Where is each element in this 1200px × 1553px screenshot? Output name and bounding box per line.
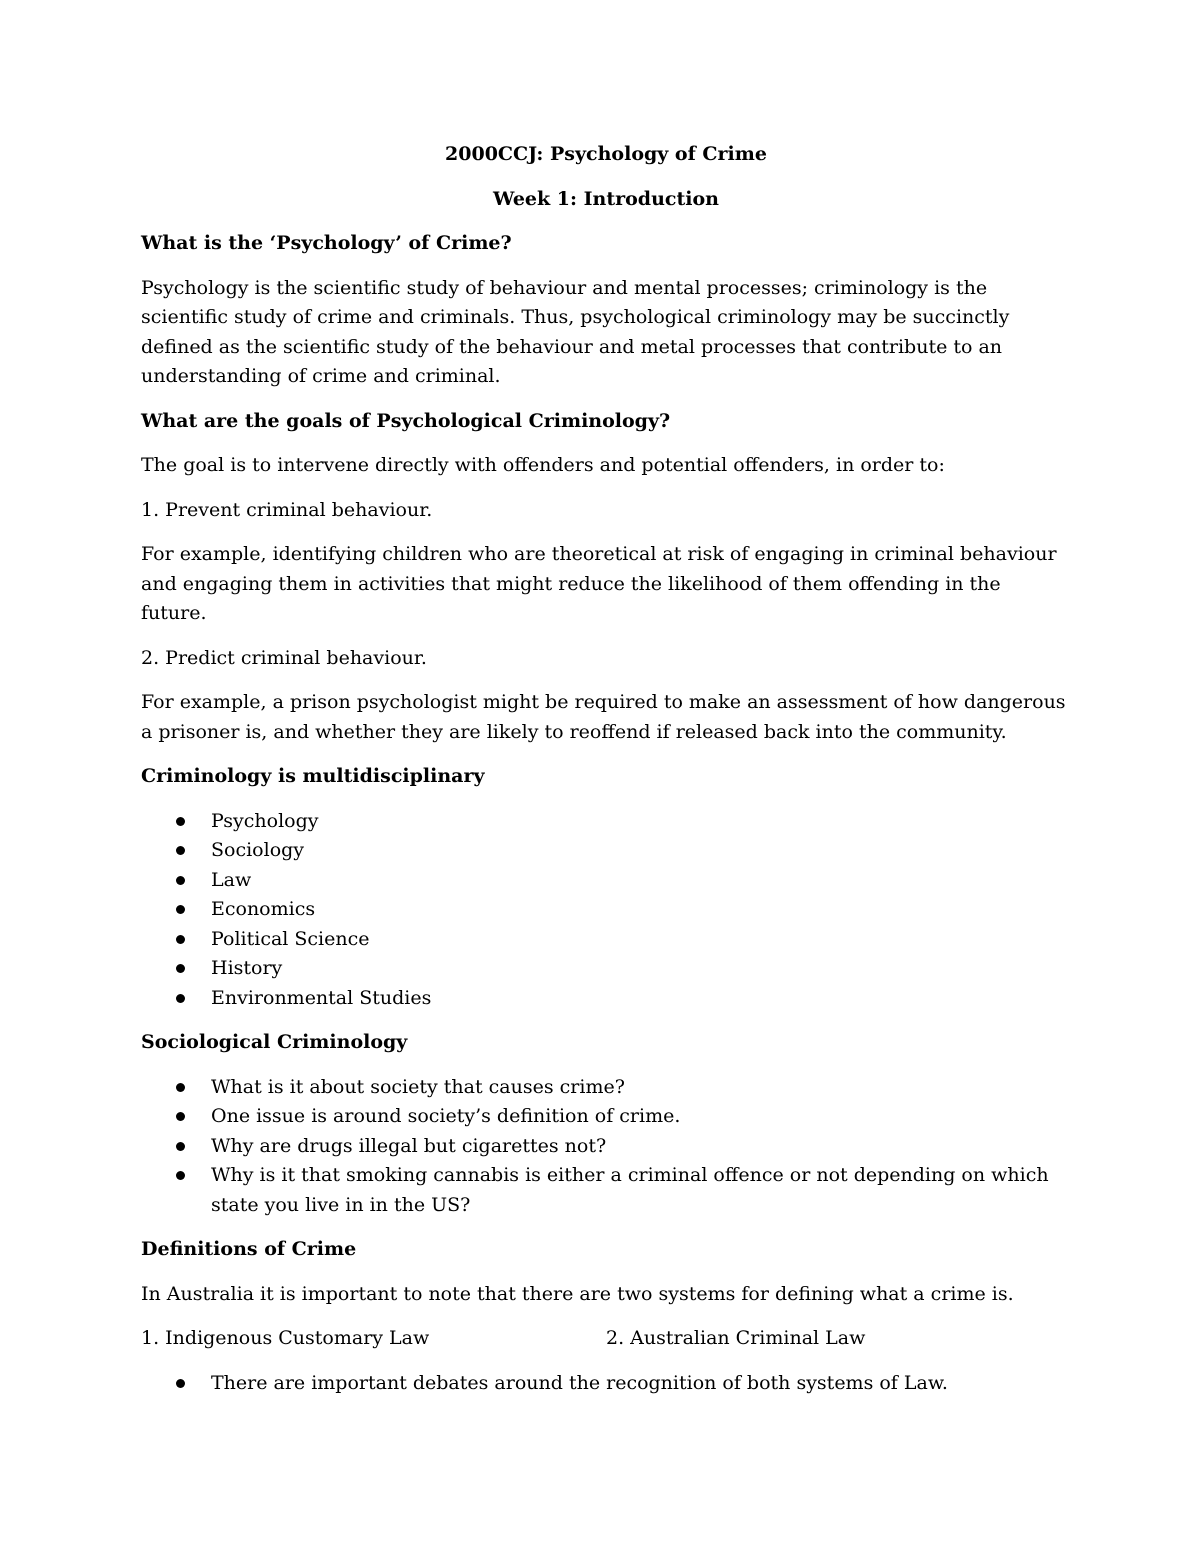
list-item-text: Sociology: [211, 839, 305, 861]
section-heading-multidisciplinary: Criminology is multidisciplinary: [141, 765, 485, 787]
paragraph-two-systems: In Australia it is important to note that there are two systems for defining what a crime is.: [141, 1282, 1014, 1305]
goal-item-prevent: 1. Prevent criminal behaviour.: [141, 498, 433, 521]
list-item: [141, 925, 1071, 955]
definitions-notes-list: [141, 1369, 1071, 1399]
list-item-text: Political Science: [211, 927, 370, 950]
bullet-icon: [176, 935, 185, 944]
list-item-text: Law: [211, 868, 252, 891]
list-item-text: Environmental Studies: [211, 986, 432, 1009]
list-item-text: One issue is around society’s definition of crime.: [211, 1105, 681, 1127]
goal-example-prevent: For example, identifying children who are theoretical at risk of engaging in criminal behaviour and engaging them in activities that might reduce the likelihood of them offending in the future.: [141, 543, 1057, 624]
bullet-icon: [176, 1379, 185, 1388]
list-item-text: There are important debates around the recognition of both systems of Law.: [211, 1371, 948, 1394]
list-item-text: History: [211, 957, 283, 979]
bullet-icon: [176, 994, 185, 1003]
list-item: [141, 836, 1071, 866]
list-item: [141, 1369, 1071, 1399]
document-title: 2000CCJ: Psychology of Crime: [445, 143, 767, 165]
list-item: [141, 895, 1071, 925]
law-system-indigenous: 1. Indigenous Customary Law: [141, 1327, 430, 1349]
bullet-icon: [176, 846, 185, 855]
list-item: [141, 1161, 1071, 1220]
paragraph-goals-intro: The goal is to intervene directly with offenders and potential offenders, in order to:: [141, 454, 945, 476]
goal-example-predict: For example, a prison psychologist might be required to make an assessment of how dangerous a prisoner is, and whether they are likely to reoffend if released back into the community.: [141, 691, 1066, 743]
list-item-text: What is it about society that causes crime?: [211, 1075, 625, 1098]
list-item-text: Why is it that smoking cannabis is either a criminal offence or not depending on which state you live in in the US?: [211, 1164, 1049, 1216]
goal-item-predict: 2. Predict criminal behaviour.: [141, 646, 427, 669]
bullet-icon: [176, 1142, 185, 1151]
document-body: [141, 140, 1071, 1413]
list-item: [141, 866, 1071, 896]
bullet-icon: [176, 1083, 185, 1092]
section-heading-goals: What are the goals of Psychological Criminology?: [141, 409, 671, 432]
bullet-icon: [176, 876, 185, 885]
list-item: [141, 954, 1071, 984]
list-item-text: Psychology: [211, 809, 319, 832]
list-item-text: Why are drugs illegal but cigarettes not?: [211, 1134, 607, 1157]
bullet-icon: [176, 964, 185, 973]
list-item: [141, 807, 1071, 837]
bullet-icon: [176, 1112, 185, 1121]
sociological-questions-list: [141, 1073, 1071, 1221]
list-item: [141, 1102, 1071, 1132]
list-item: [141, 984, 1071, 1014]
document-subtitle: Week 1: Introduction: [493, 187, 719, 210]
list-item: [141, 1132, 1071, 1162]
disciplines-list: [141, 807, 1071, 1014]
law-systems-row: [141, 1324, 1071, 1354]
bullet-icon: [176, 1171, 185, 1180]
law-system-australian: 2. Australian Criminal Law: [606, 1327, 866, 1349]
paragraph-psychology-definition: Psychology is the scientific study of behaviour and mental processes; criminology is the scientific study of crime and criminals. Thus, psychological criminology may be succinctly defined as the scientific study of the behaviour and metal processes that contribute to an understanding of crime and criminal.: [141, 276, 1010, 387]
bullet-icon: [176, 817, 185, 826]
list-item: [141, 1073, 1071, 1103]
bullet-icon: [176, 905, 185, 914]
list-item-text: Economics: [211, 898, 316, 920]
section-heading-definitions-of-crime: Definitions of Crime: [141, 1238, 357, 1260]
section-heading-psychology-of-crime: What is the ‘Psychology’ of Crime?: [141, 232, 512, 254]
section-heading-sociological-criminology: Sociological Criminology: [141, 1031, 408, 1053]
